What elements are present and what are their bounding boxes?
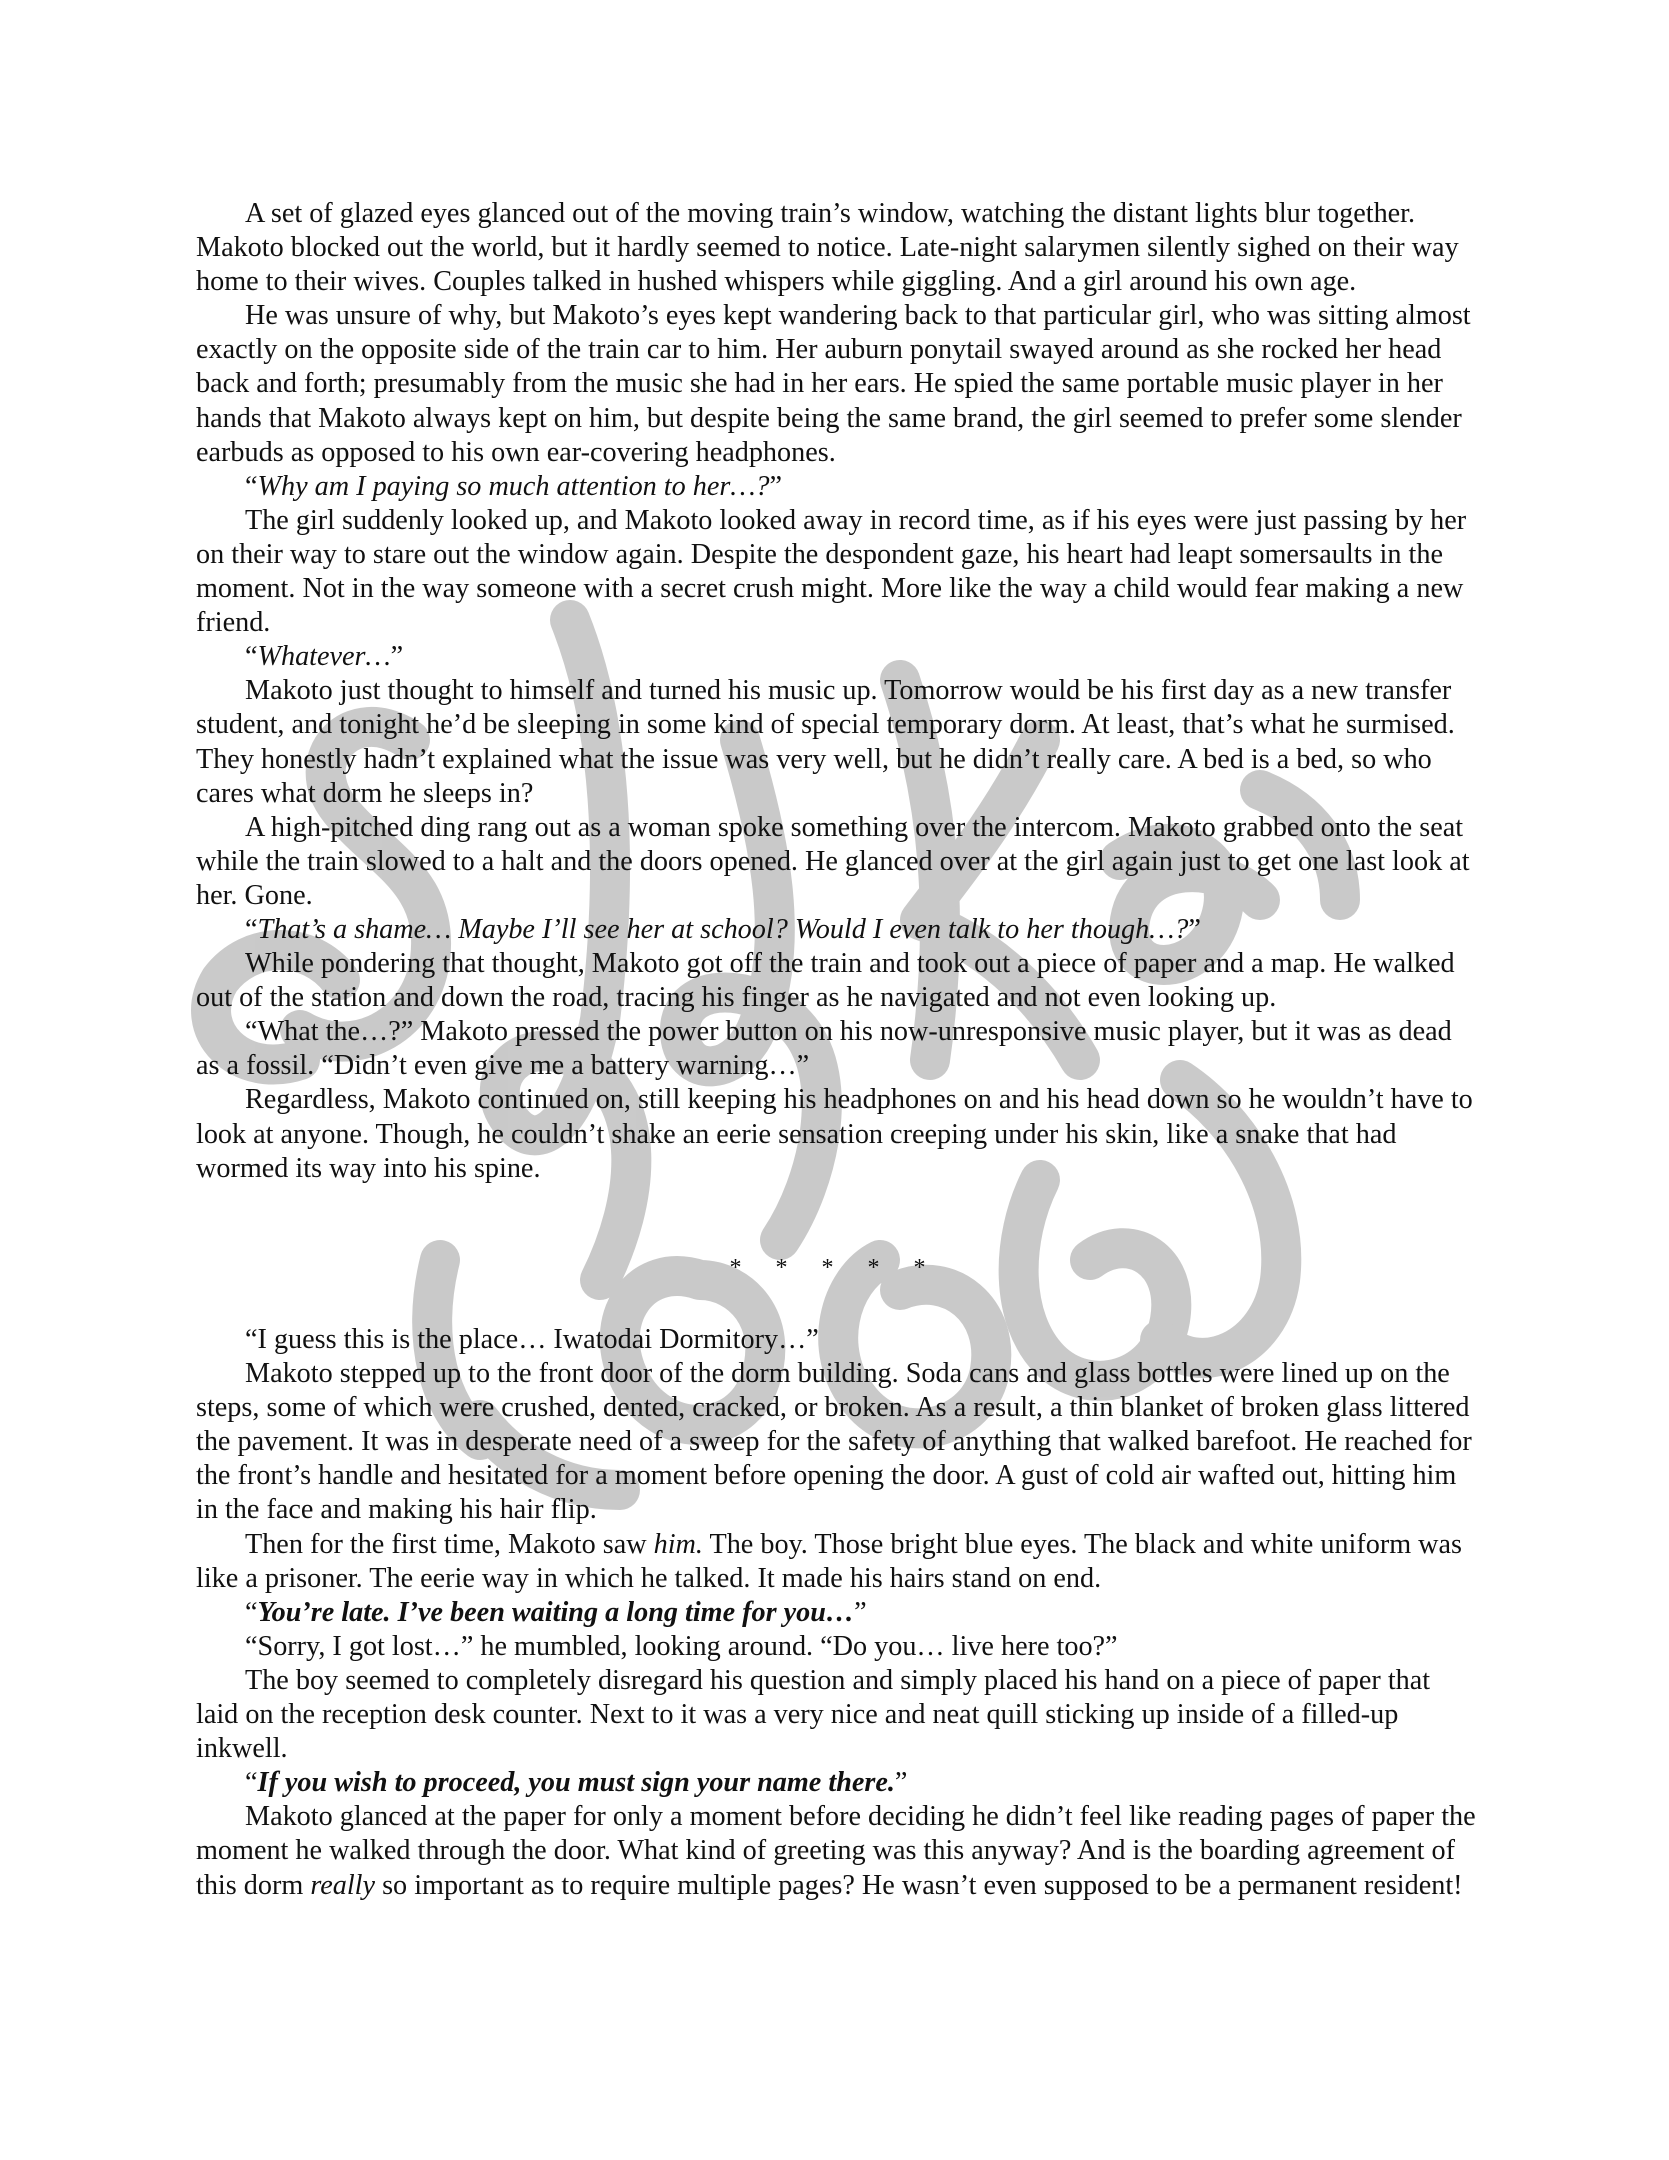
quote-close: ”	[1188, 913, 1201, 945]
quote-open: “	[245, 913, 258, 945]
paragraph: Makoto just thought to himself and turned his music up. Tomorrow would be his first day as a new transfer student, and tonight he’d be sleeping in some kind of special temporary dorm. At least, that’s what he surmised. They honestly hadn’t explained what the issue was very well, but he didn’t really care. A bed is a bed, so who cares what dorm he sleeps in?	[196, 675, 1455, 809]
paragraph: He was unsure of why, but Makoto’s eyes kept wandering back to that particular girl, who was sitting almost exactly on the opposite side of the train car to him. Her auburn ponytail swayed around as she rocked her head back and forth; presumably from the music she had in her ears. He spied the same portable music player in her hands that Makoto always kept on him, but despite being the same brand, the girl seemed to prefer some slender earbuds as opposed to his own ear-covering headphones.	[196, 300, 1471, 468]
paragraph: A high-pitched ding rang out as a woman spoke something over the intercom. Makoto grabbed onto the seat while the train slowed to a halt and the doors opened. He glanced over at the girl again just to get one last look at her. Gone.	[196, 811, 1470, 911]
story-section-1	[196, 197, 1476, 1186]
paragraph: While pondering that thought, Makoto got off the train and took out a piece of paper and a map. He walked out of the station and down the road, tracing his finger as he navigated and not even looking up.	[196, 948, 1455, 1014]
quote-open: “	[245, 1767, 258, 1799]
bold-italic-dialogue: If you wish to proceed, you must sign your name there.	[257, 1767, 895, 1799]
dialogue-line	[196, 1596, 1476, 1630]
paragraph: Makoto stepped up to the front door of the dorm building. Soda cans and glass bottles were lined up on the steps, some of which were crushed, dented, cracked, or broken. As a result, a thin blanket of broken glass littered the pavement. It was in desperate need of a sweep for the safety of anything that walked barefoot. He reached for the front’s handle and hesitated for a moment before opening the door. A gust of cold air wafted out, hitting him in the face and making his hair flip.	[196, 1358, 1472, 1526]
quote-close: ”	[854, 1596, 867, 1628]
paragraph: “I guess this is the place… Iwatodai Dormitory…”	[245, 1324, 819, 1355]
italic-thought: Whatever…	[257, 641, 391, 673]
quote-close: ”	[390, 641, 404, 673]
text-run: The boy. Those bright blue eyes. The black and white uniform was like a prisoner. The eerie way in which he talked. It made his hairs stand on end.	[196, 1528, 1463, 1594]
quote-close: ”	[769, 470, 783, 502]
quote-open: “	[245, 641, 258, 673]
paragraph: The girl suddenly looked up, and Makoto looked away in record time, as if his eyes were just passing by her on their way to stare out the window again. Despite the despondent gaze, his heart had leapt somersaults in the moment. Not in the way someone with a secret crush might. More like the way a child would fear making a new friend.	[196, 504, 1467, 639]
text-run: Makoto glanced at the paper for only a moment before deciding he didn’t feel like reading pages of paper the moment he walked through the door. What kind of greeting was this anyway? And is the boarding agreement of this dorm	[196, 1801, 1476, 1901]
quote-open: “	[245, 470, 258, 502]
paragraph	[196, 1800, 1476, 1902]
text-run: Then for the first time, Makoto saw	[245, 1528, 654, 1560]
paragraph: A set of glazed eyes glanced out of the moving train’s window, watching the distant lights blur together. Makoto blocked out the world, but it hardly seemed to notice. Late-night salarymen silently sighed on their way home to their wives. Couples talked in hushed whispers while giggling. And a girl around his own age.	[196, 198, 1459, 298]
italic-thought: That’s a shame… Maybe I’ll see her at school? Would I even talk to her though…?	[257, 913, 1189, 945]
paragraph: The boy seemed to completely disregard his question and simply placed his hand on a piece of paper that laid on the reception desk counter. Next to it was a very nice and neat quill sticking up inside of a filled-up inkwell.	[196, 1664, 1431, 1765]
paragraph	[196, 1528, 1476, 1596]
thought-line	[196, 913, 1476, 947]
paragraph: “What the…?” Makoto pressed the power button on his now-unresponsive music player, but it was as dead as a fossil. “Didn’t even give me a battery warning…”	[196, 1016, 1452, 1082]
paragraph: “Sorry, I got lost…” he mumbled, looking around. “Do you… live here too?”	[245, 1630, 1118, 1662]
thought-line	[196, 470, 1476, 504]
story-section-2	[196, 1323, 1476, 1903]
paragraph: Regardless, Makoto continued on, still keeping his headphones on and his head down so he wouldn’t have to look at anyone. Though, he couldn’t shake an eerie sensation creeping under his skin, like a snake that had wormed its way into his spine.	[196, 1084, 1473, 1184]
italic-emphasis: really	[310, 1869, 376, 1901]
italic-emphasis: him.	[653, 1528, 703, 1560]
bold-italic-dialogue: You’re late. I’ve been waiting a long time for you…	[257, 1596, 855, 1628]
dialogue-line	[196, 1766, 1476, 1800]
quote-open: “	[245, 1596, 258, 1628]
scene-break-separator: * * * * *	[729, 1255, 940, 1281]
text-run: so important as to require multiple pages? He wasn’t even supposed to be a permanent resident!	[375, 1869, 1463, 1901]
thought-line	[196, 640, 1476, 674]
quote-close: ”	[894, 1767, 908, 1799]
italic-thought: Why am I paying so much attention to her…?	[257, 470, 770, 502]
